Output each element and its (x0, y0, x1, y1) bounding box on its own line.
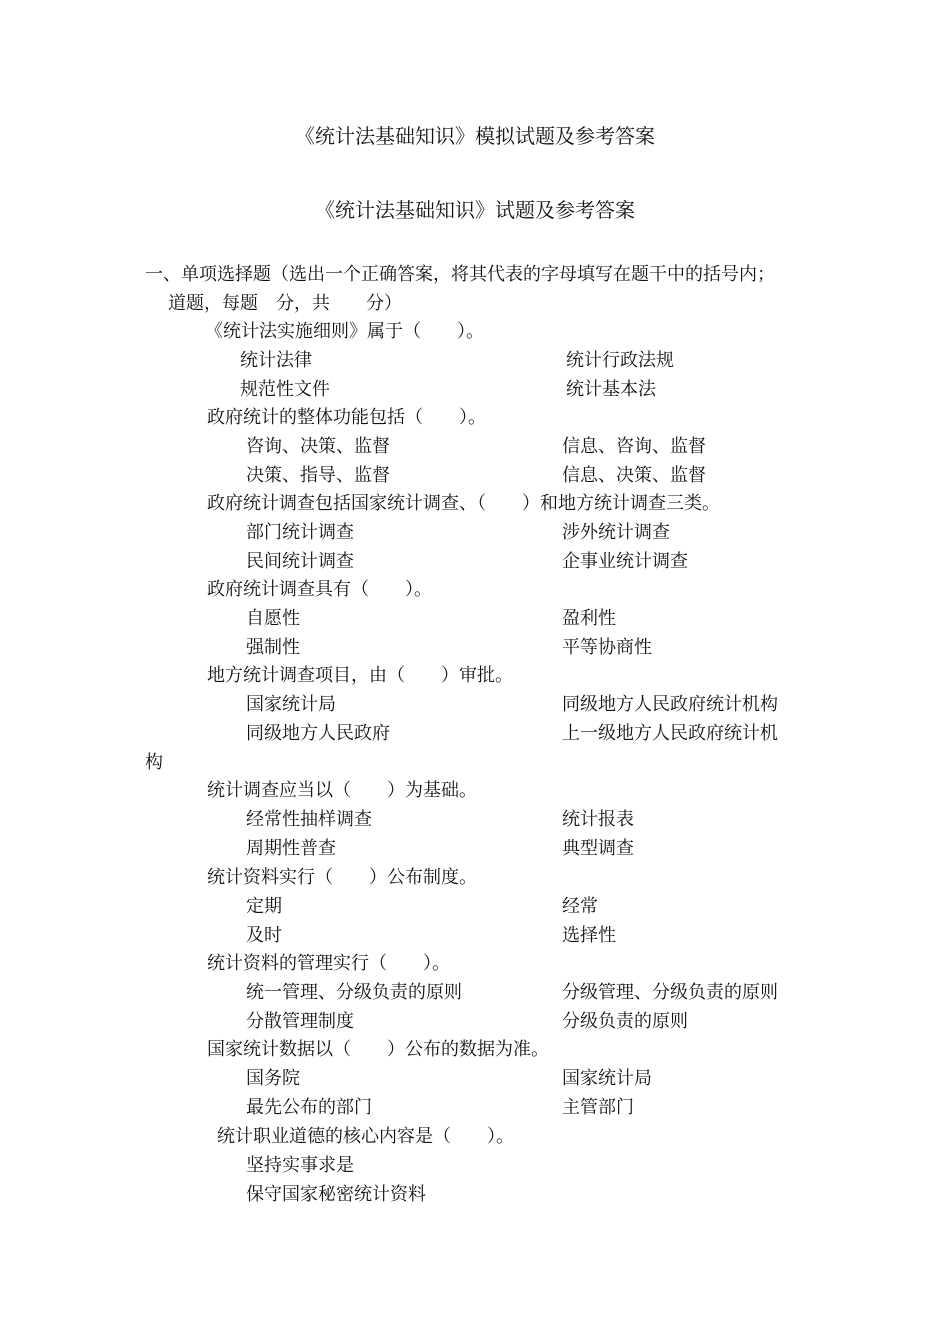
question-stem: 政府统计调查包括国家统计调查、（ ）和地方统计调查三类。 (207, 493, 720, 514)
question-option: 同级地方人民政府 (246, 723, 390, 744)
question-stem: 《统计法实施细则》属于（ ）。 (205, 321, 484, 342)
question-stem: 国家统计数据以（ ）公布的数据为准。 (207, 1039, 549, 1060)
question-stem: 政府统计的整体功能包括（ ）。 (207, 407, 486, 428)
question-option: 国家统计局 (246, 694, 336, 715)
question-option: 最先公布的部门 (246, 1097, 372, 1118)
question-option: 分级负责的原则 (562, 1011, 688, 1032)
question-option: 民间统计调查 (246, 551, 354, 572)
question-option: 平等协商性 (562, 637, 652, 658)
question-option: 同级地方人民政府统计机构 (562, 694, 778, 715)
question-option: 经常性抽样调查 (246, 809, 372, 830)
question-option: 国务院 (246, 1068, 300, 1089)
question-option: 信息、咨询、监督 (562, 436, 706, 457)
question-stem: 统计资料实行（ ）公布制度。 (207, 867, 477, 888)
document-subtitle: 《统计法基础知识》试题及参考答案 (315, 198, 635, 222)
question-option: 统计法律 (240, 350, 312, 371)
question-option: 统一管理、分级负责的原则 (246, 982, 462, 1003)
question-option: 国家统计局 (562, 1068, 652, 1089)
question-option: 部门统计调查 (246, 522, 354, 543)
question-option: 统计行政法规 (566, 350, 674, 371)
question-option: 主管部门 (562, 1097, 634, 1118)
question-option: 坚持实事求是 (246, 1155, 354, 1176)
question-stem: 统计调查应当以（ ）为基础。 (207, 780, 477, 801)
question-stem: 统计职业道德的核心内容是（ ）。 (217, 1126, 514, 1147)
question-option: 定期 (246, 896, 282, 917)
question-option: 及时 (246, 925, 282, 946)
question-option: 规范性文件 (240, 379, 330, 400)
question-option: 分级管理、分级负责的原则 (562, 982, 778, 1003)
document-title: 《统计法基础知识》模拟试题及参考答案 (295, 124, 655, 148)
question-option: 上一级地方人民政府统计机 (562, 723, 778, 744)
question-option: 涉外统计调查 (562, 522, 670, 543)
question-stem: 政府统计调查具有（ ）。 (207, 579, 432, 600)
question-option: 自愿性 (246, 608, 300, 629)
question-option: 周期性普查 (246, 838, 336, 859)
question-option: 盈利性 (562, 608, 616, 629)
question-option: 经常 (562, 896, 598, 917)
question-option: 强制性 (246, 637, 300, 658)
question-option: 选择性 (562, 925, 616, 946)
question-option: 保守国家秘密统计资料 (246, 1184, 426, 1205)
question-option: 典型调查 (562, 838, 634, 859)
question-option: 分散管理制度 (246, 1011, 354, 1032)
question-option: 企事业统计调查 (562, 551, 688, 572)
question-option: 决策、指导、监督 (246, 465, 390, 486)
question-option: 咨询、决策、监督 (246, 436, 390, 457)
section-heading: 一、单项选择题（选出一个正确答案，将其代表的字母填写在题干中的括号内； (145, 264, 775, 285)
question-option-wrap: 构 (145, 752, 163, 773)
question-stem: 地方统计调查项目，由（ ）审批。 (207, 665, 513, 686)
question-option: 信息、决策、监督 (562, 465, 706, 486)
question-option: 统计基本法 (566, 379, 656, 400)
question-stem: 统计资料的管理实行（ ）。 (207, 953, 450, 974)
section-heading-continued: 道题，每题 分，共 分） (168, 293, 402, 314)
question-option: 统计报表 (562, 809, 634, 830)
